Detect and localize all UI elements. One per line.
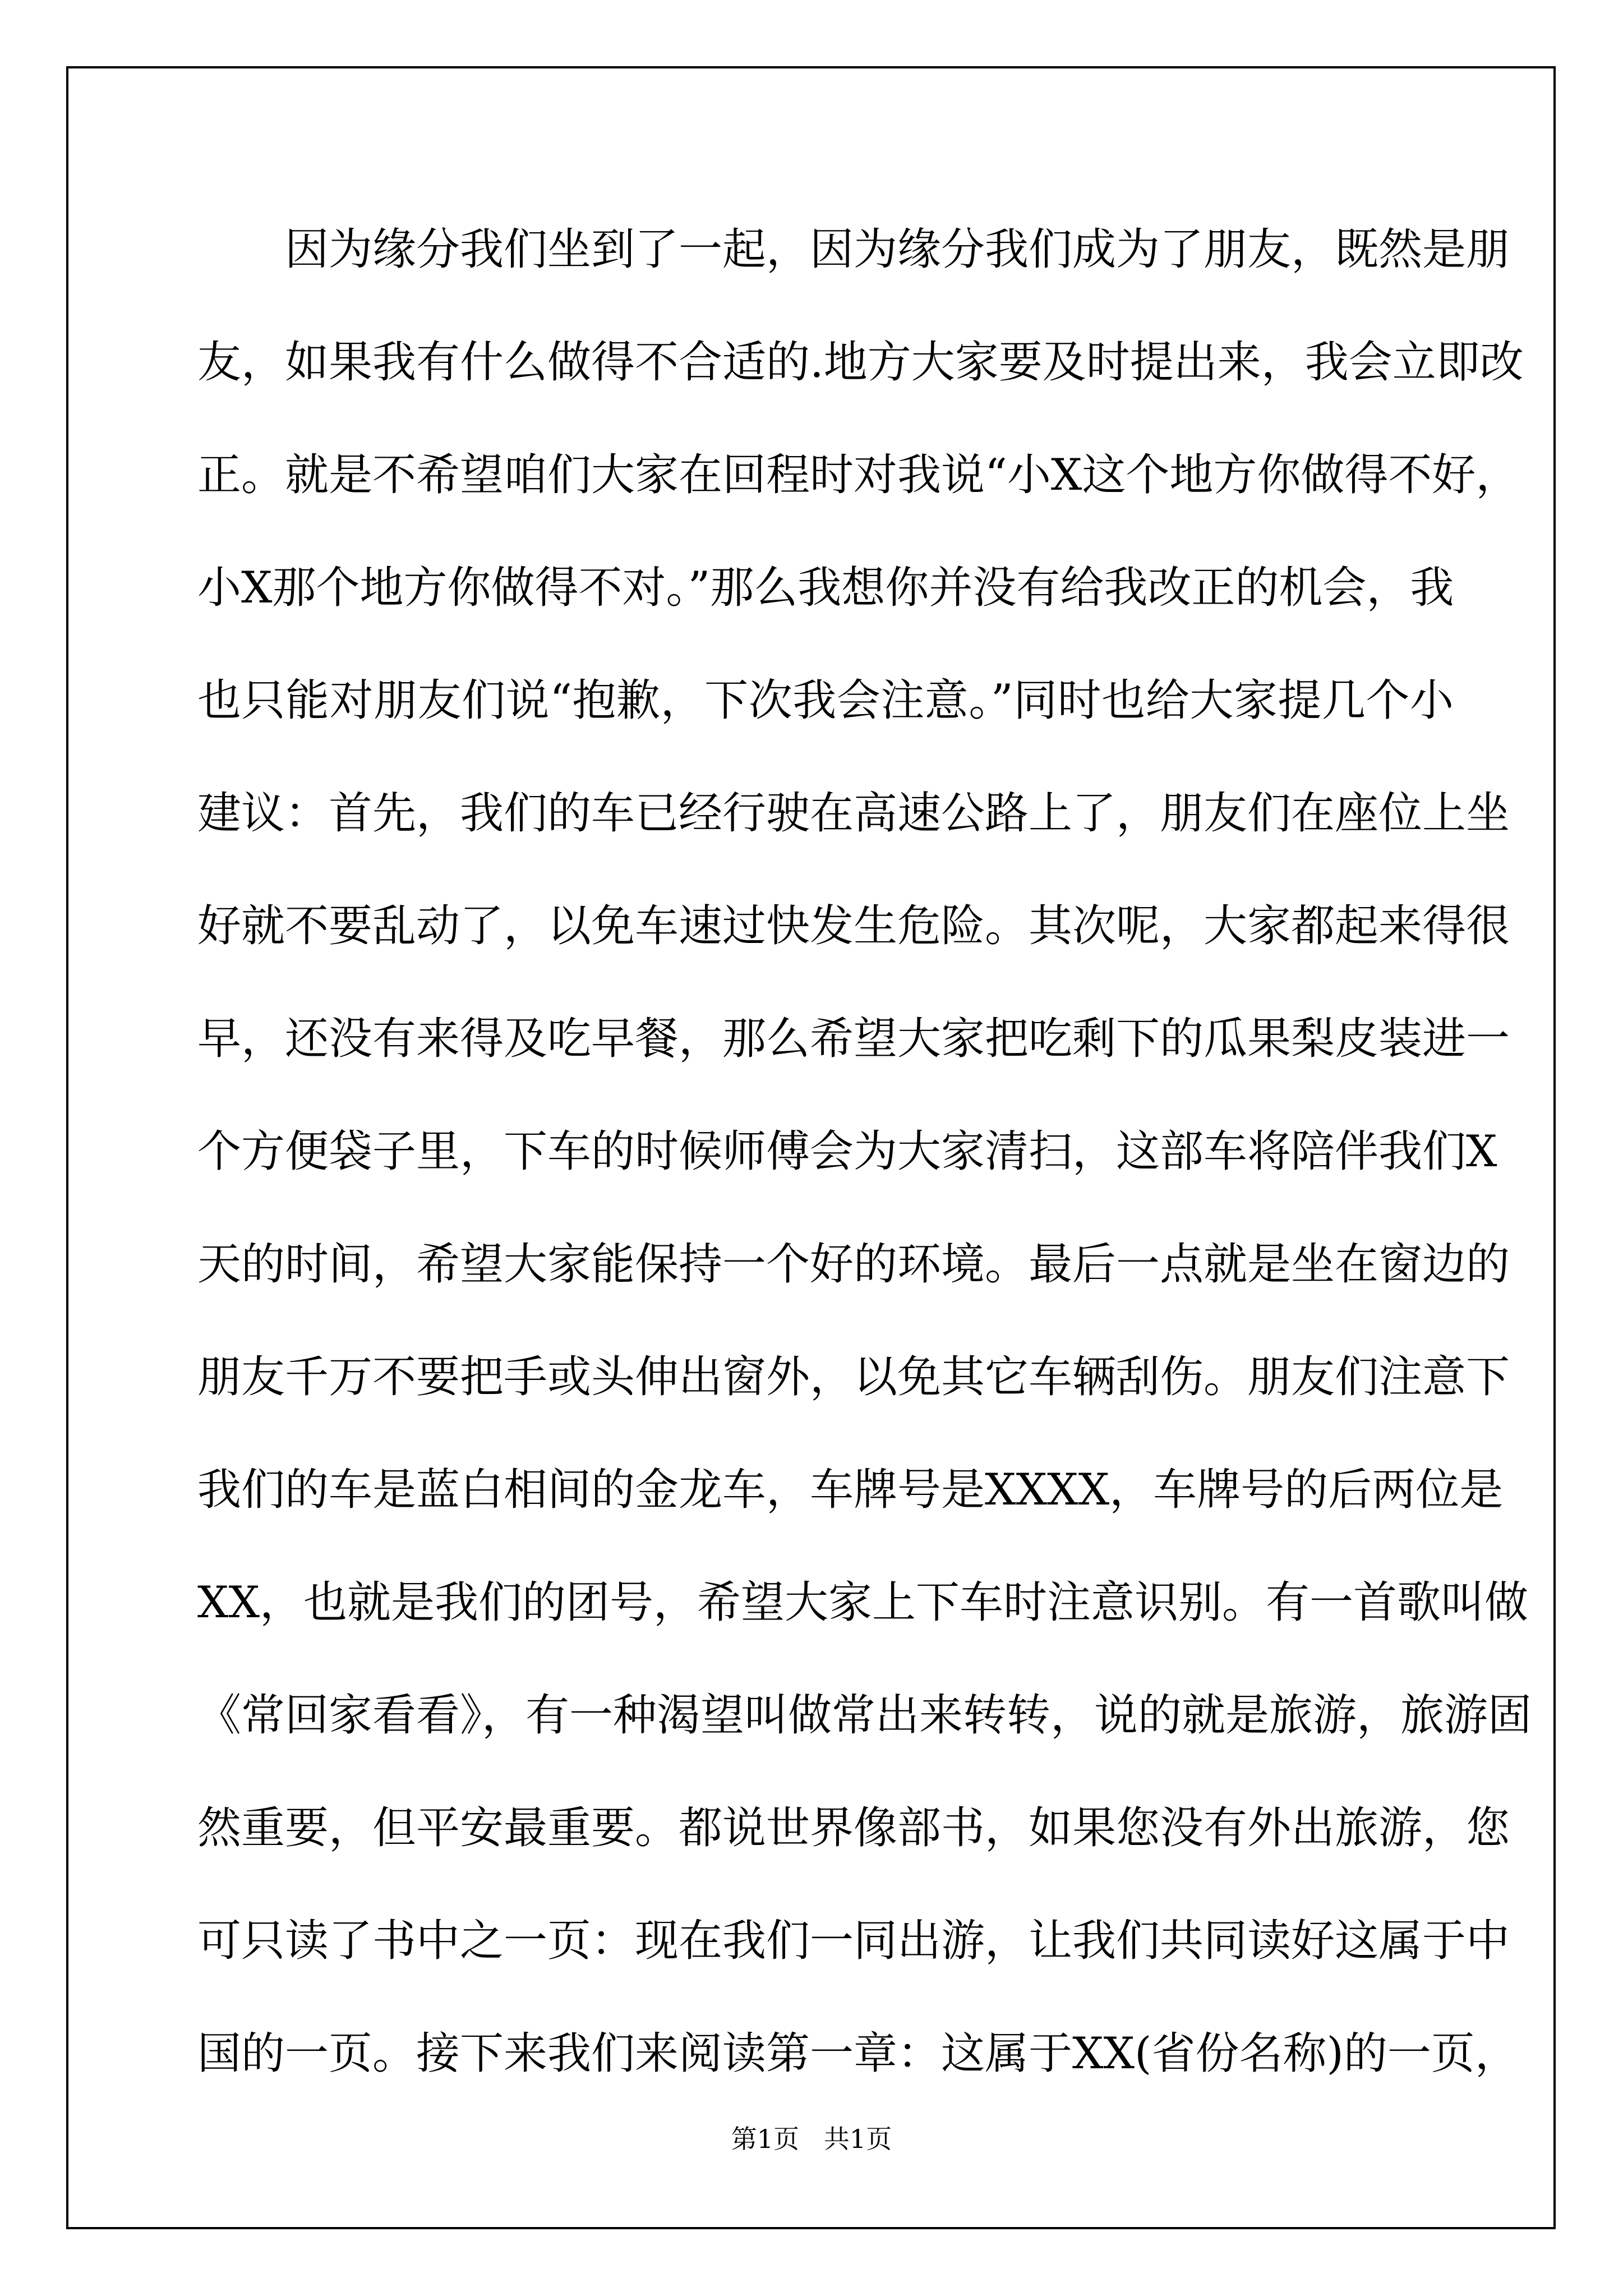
body-line: 《常回家看看》，有一种渴望叫做常出来转转，说的就是旅游，旅游固 bbox=[197, 1690, 1532, 1741]
page-footer: 第1页 共1页 bbox=[731, 2124, 892, 2154]
body-line: 早，还没有来得及吃早餐，那么希望大家把吃剩下的瓜果梨皮装进一 bbox=[197, 1014, 1510, 1064]
body-line: 建议：首先，我们的车已经行驶在高速公路上了，朋友们在座位上坐 bbox=[197, 788, 1510, 839]
body-line: 国的一页。接下来我们来阅读第一章：这属于XX(省份名称)的一页， bbox=[197, 2028, 1519, 2079]
body-line: 小X那个地方你做得不对。”那么我想你并没有给我改正的机会，我 bbox=[197, 563, 1454, 613]
body-line: 我们的车是蓝白相间的金龙车，车牌号是XXXX，车牌号的后两位是 bbox=[197, 1465, 1504, 1515]
body-line: 因为缘分我们坐到了一起，因为缘分我们成为了朋友，既然是朋 bbox=[285, 224, 1510, 275]
body-line: 也只能对朋友们说“抱歉，下次我会注意。”同时也给大家提几个小 bbox=[197, 675, 1454, 726]
body-line: XX，也就是我们的团号，希望大家上下车时注意识别。有一首歌叫做 bbox=[197, 1577, 1529, 1628]
body-line: 可只读了书中之一页：现在我们一同出游，让我们共同读好这属于中 bbox=[197, 1916, 1510, 1966]
body-line: 正。就是不希望咱们大家在回程时对我说“小X这个地方你做得不好， bbox=[197, 450, 1520, 500]
body-line: 天的时间，希望大家能保持一个好的环境。最后一点就是坐在窗边的 bbox=[197, 1239, 1510, 1290]
body-line: 朋友千万不要把手或头伸出窗外，以免其它车辆刮伤。朋友们注意下 bbox=[197, 1352, 1510, 1402]
body-line: 个方便袋子里，下车的时候师傅会为大家清扫，这部车将陪伴我们X bbox=[197, 1126, 1497, 1177]
body-line: 然重要，但平安最重要。都说世界像部书，如果您没有外出旅游，您 bbox=[197, 1803, 1510, 1853]
body-text bbox=[197, 224, 1532, 2141]
body-line: 好就不要乱动了，以免车速过快发生危险。其次呢，大家都起来得很 bbox=[197, 901, 1510, 951]
body-line: 友，如果我有什么做得不合适的.地方大家要及时提出来，我会立即改 bbox=[197, 337, 1524, 388]
